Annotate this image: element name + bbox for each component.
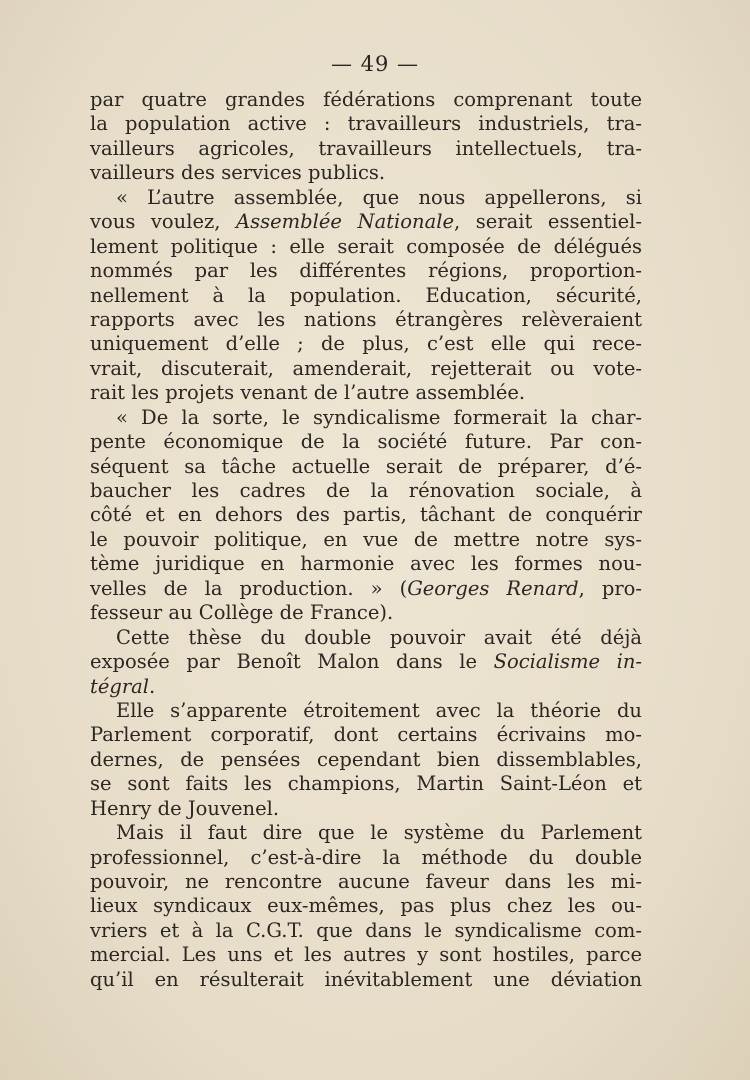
text-line: dernes, de pensées cependant bien dissemblables, (90, 747, 642, 771)
text-line: Henry de Jouvenel. (90, 796, 280, 820)
text-span: exposée par Benoît Malon dans le (90, 650, 494, 674)
italic-text: Georges Renard (407, 576, 579, 600)
italic-text: tégral (90, 674, 150, 698)
text-span: . (149, 674, 156, 698)
body-text (90, 88, 642, 992)
text-line: pente économique de la société future. Par con- (90, 430, 642, 454)
text-line (90, 577, 642, 601)
text-line: « De la sorte, le syndicalisme formerait la char- (116, 405, 642, 429)
text-line: vailleurs des services publics. (90, 161, 386, 185)
text-line: baucher les cadres de la rénovation sociale, à (90, 479, 642, 502)
text-span: , pro- (578, 576, 642, 600)
text-line: par quatre grandes fédérations comprenant toute (90, 88, 642, 111)
text-line: tème juridique en harmonie avec les formes nou- (90, 552, 642, 576)
italic-text: Assemblée Nationale (236, 210, 454, 234)
text-span: , serait essentiel- (454, 210, 642, 234)
text-line: la population active : travailleurs industriels, tra- (90, 112, 642, 136)
text-line: nellement à la population. Education, sécurité, (90, 283, 642, 307)
text-span: velles de la production. » ( (90, 576, 408, 600)
text-line: Elle s’apparente étroitement avec la théorie du (116, 698, 642, 722)
text-line: vriers et à la C.G.T. que dans le syndicalisme com- (90, 918, 642, 942)
text-line: professionnel, c’est-à-dire la méthode du double (90, 845, 642, 869)
text-line: Parlement corporatif, dont certains écrivains mo- (90, 723, 642, 747)
italic-text: Socialisme in- (493, 650, 642, 674)
text-line (90, 650, 642, 674)
text-line (90, 675, 642, 699)
text-line: côté et en dehors des partis, tâchant de conquérir (90, 503, 642, 527)
text-line: Cette thèse du double pouvoir avait été déjà (116, 625, 642, 649)
text-line: uniquement d’elle ; de plus, c’est elle qui rece- (90, 332, 642, 356)
text-line: pouvoir, ne rencontre aucune faveur dans les mi- (90, 870, 642, 893)
text-line: mercial. Les uns et les autres y sont hostiles, parce (90, 943, 642, 967)
text-line: nommés par les différentes régions, proportion- (90, 259, 642, 283)
text-line: qu’il en résulterait inévitablement une déviation (90, 967, 642, 991)
text-line: rapports avec les nations étrangères relèveraient (90, 307, 642, 331)
text-line: se sont faits les champions, Martin Saint-Léon et (90, 772, 642, 796)
text-line: fesseur au Collège de France). (90, 601, 394, 625)
text-line: lieux syndicaux eux-mêmes, pas plus chez les ou- (90, 894, 642, 918)
page-number: — 49 — (330, 52, 420, 76)
text-line: le pouvoir politique, en vue de mettre notre sys- (90, 527, 642, 551)
text-line: Mais il faut dire que le système du Parlement (116, 821, 642, 845)
text-line: rait les projets venant de l’autre assemblée. (90, 381, 526, 405)
text-span: vous voulez, (90, 210, 237, 234)
text-line: vrait, discuterait, amenderait, rejetterait ou vote- (90, 356, 642, 380)
text-line: séquent sa tâche actuelle serait de préparer, d’é- (90, 454, 642, 478)
text-line: « L’autre assemblée, que nous appellerons, si (116, 185, 642, 209)
text-line: lement politique : elle serait composée de délégués (90, 234, 642, 258)
text-line (90, 210, 642, 234)
text-line: vailleurs agricoles, travailleurs intellectuels, tra- (90, 136, 642, 160)
